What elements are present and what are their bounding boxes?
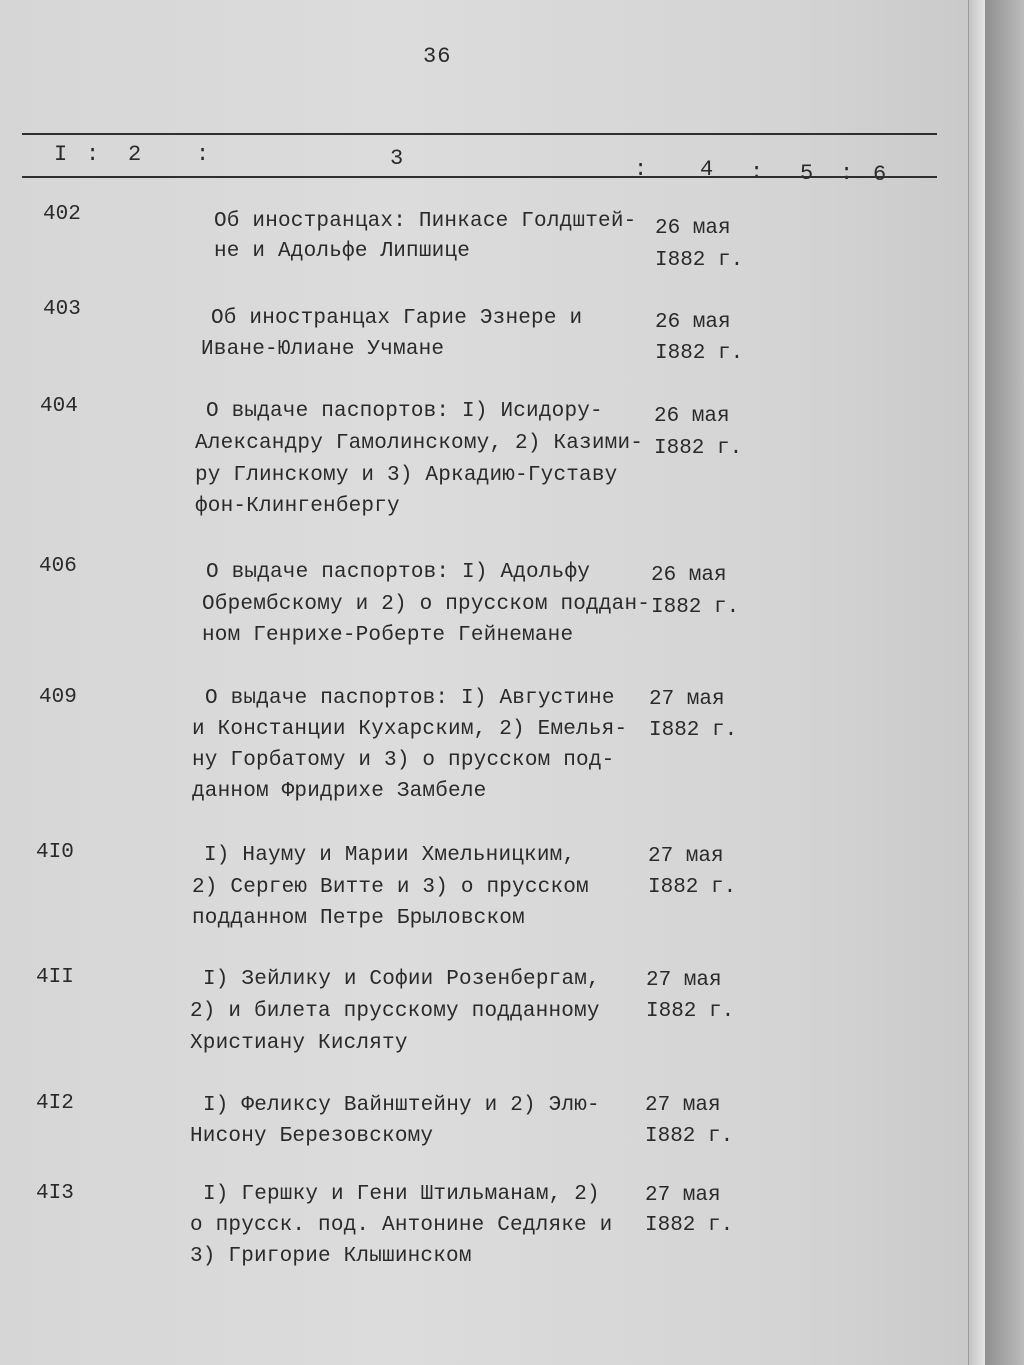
entry-date-day: 26 мая [654,405,730,428]
entry-date-day: 26 мая [655,311,731,334]
entry-description-line: Иване-Юлиане Учмане [201,338,445,361]
entry-description-line: о прусск. под. Антонине Седляке и [190,1214,613,1237]
entry-description-line: Об иностранцах Гарие Эзнере и [211,307,583,330]
page-edge [968,0,986,1365]
entry-description-line: ру Глинскому и 3) Аркадию-Густаву [195,464,618,487]
entry-description-line: подданном Петре Брыловском [192,907,525,930]
entry-description-line: 2) и билета прусскому подданному [190,1000,600,1023]
entry-description-line: О выдаче паспортов: I) Адольфу [206,561,591,584]
entry-date-day: 27 мая [649,688,725,711]
entry-date-day: 27 мая [648,845,724,868]
entry-date-day: 27 мая [645,1184,721,1207]
entry-description-line: О выдаче паспортов: I) Исидору- [206,400,603,423]
entry-description-line: Христиану Кисляту [190,1032,408,1055]
entry-description-line: I) Науму и Марии Хмельницким, [204,844,576,867]
entry-date-year: I882 г. [655,342,744,365]
entry-description-line: О выдаче паспортов: I) Августине [205,687,615,710]
entry-date-year: I882 г. [645,1214,734,1237]
entry-number: 402 [43,203,81,226]
entry-number: 409 [39,686,77,709]
entry-date-day: 27 мая [645,1094,721,1117]
entry-date-year: I882 г. [648,876,737,899]
entry-date-year: I882 г. [649,719,738,742]
entry-number: 4I3 [36,1182,74,1205]
column-separator: : [750,160,764,185]
entry-date-year: I882 г. [651,596,740,619]
entry-number: 4II [36,966,74,989]
entry-number: 404 [40,395,78,418]
column-header-1: I [54,142,68,167]
entry-number: 4I0 [36,841,74,864]
entry-description-line: I) Гершку и Гени Штильманам, 2) [203,1183,600,1206]
column-separator: : [840,161,854,186]
column-separator: : [634,157,648,182]
column-header-2: 2 [128,142,142,167]
background-shadow [985,0,1024,1365]
entry-description-line: данном Фридрихе Замбеле [192,780,487,803]
column-header-3: 3 [390,146,404,171]
entry-description-line: Александру Гамолинскому, 2) Казими- [195,432,644,455]
entry-date-day: 26 мая [651,564,727,587]
entry-number: 403 [43,298,81,321]
entry-date-year: I882 г. [646,1000,735,1023]
entry-description-line: Об иностранцах: Пинкасе Голдштей- [214,210,637,233]
entry-description-line: 3) Григорие Клышинском [190,1245,472,1268]
entry-number: 4I2 [36,1092,74,1115]
column-separator: : [86,142,100,167]
entry-description-line: ном Генрихе-Роберте Гейнемане [202,624,574,647]
entry-description-line: Нисону Березовскому [190,1125,434,1148]
entry-date-year: I882 г. [655,249,744,272]
entry-date-day: 27 мая [646,969,722,992]
entry-date-year: I882 г. [645,1125,734,1148]
entry-number: 406 [39,555,77,578]
column-header-5: 5 [800,161,814,186]
column-header-6: 6 [873,162,887,187]
entry-description-line: и Констанции Кухарским, 2) Емелья- [192,718,628,741]
column-separator: : [196,142,210,167]
table-header-rule [22,176,937,178]
entry-description-line: ну Горбатому и 3) о прусском под- [192,749,615,772]
entry-date-day: 26 мая [655,217,731,240]
entry-description-line: Обрембскому и 2) о прусском поддан- [202,593,651,616]
entry-date-year: I882 г. [654,437,743,460]
entry-description-line: фон-Клингенбергу [195,495,400,518]
entry-description-line: 2) Сергею Витте и 3) о прусском [192,876,589,899]
entry-description-line: не и Адольфе Липшице [214,240,471,263]
page-number: 36 [423,44,452,69]
entry-description-line: I) Феликсу Вайнштейну и 2) Элю- [203,1094,600,1117]
column-header-4: 4 [700,157,714,182]
entry-description-line: I) Зейлику и Софии Розенбергам, [203,968,600,991]
table-top-rule [22,133,937,135]
